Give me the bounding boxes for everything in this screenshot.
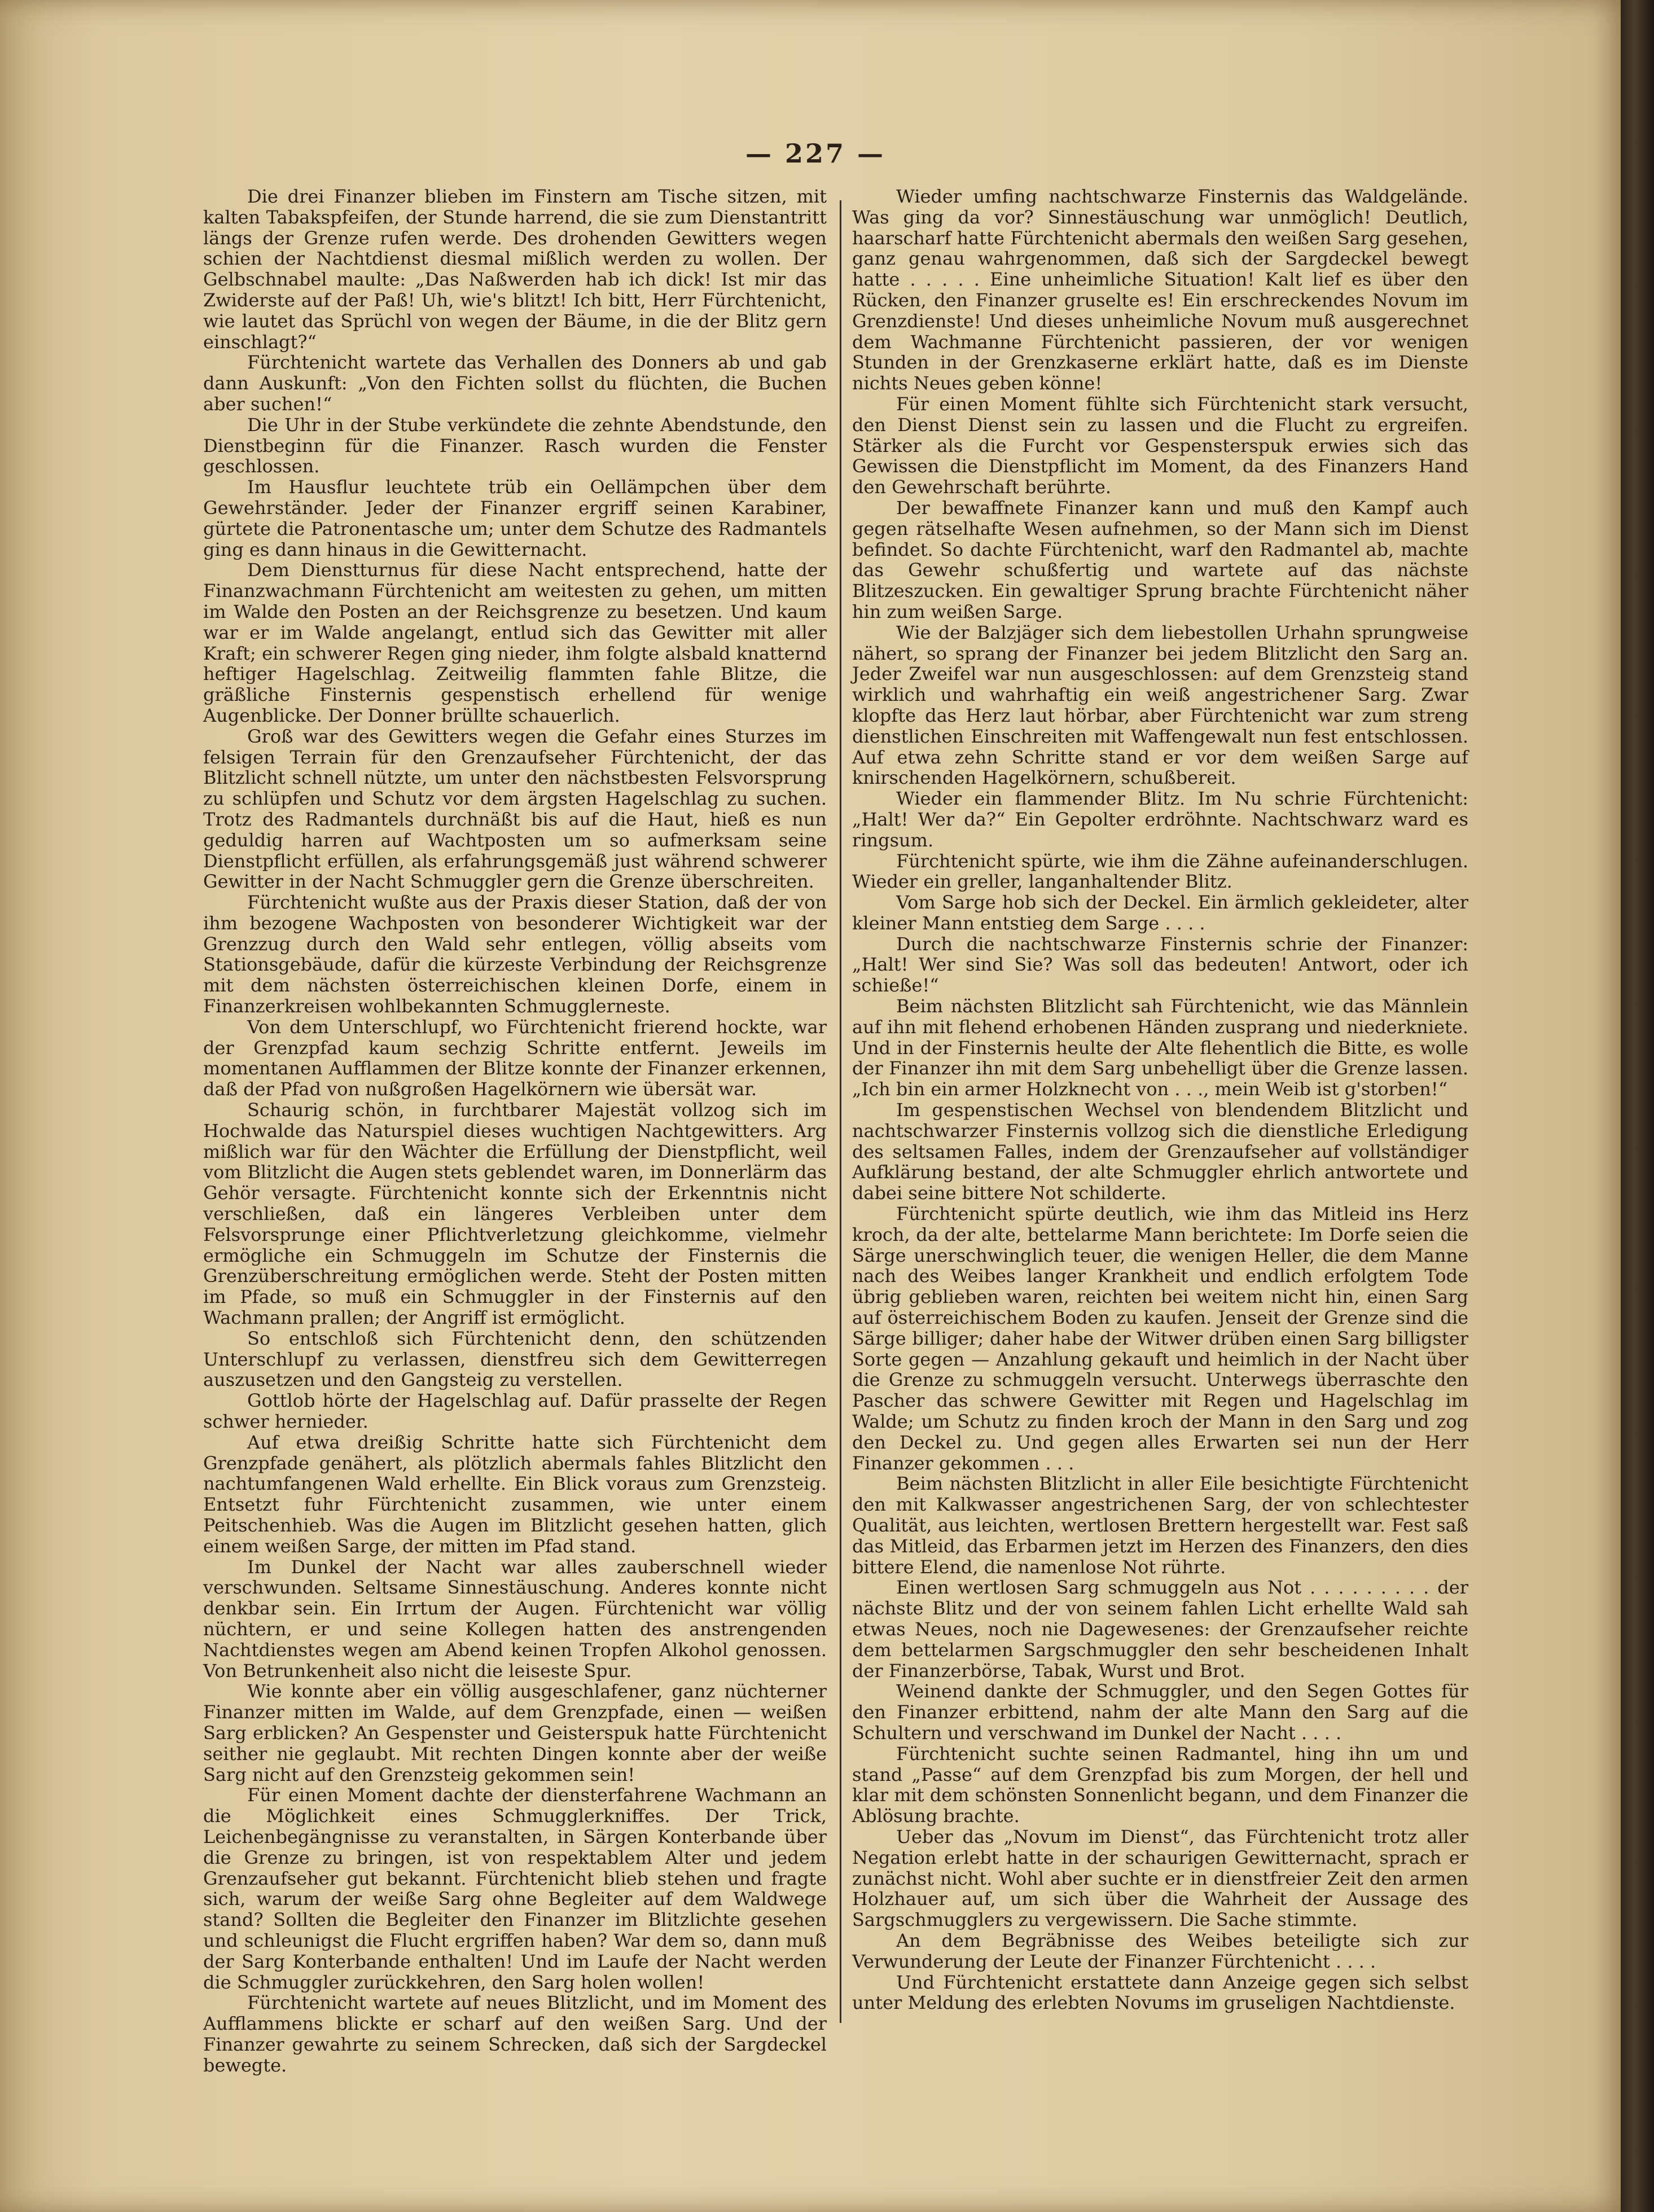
paragraph: Für einen Moment fühlte sich Fürchtenicht stark versucht, den Dienst Dienst sein zu lassen und die Flucht zu ergreifen. Stärker als die Furcht vor Gespensterspuk erwies sich das Gewissen die Dienstpflicht im Moment, da des Finanzers Hand den Gewehrschaft berührte. [852, 393, 1468, 498]
paragraph: An dem Begräbnisse des Weibes beteiligte sich zur Verwunderung der Leute der Finanzer Fürchtenicht . . . . [852, 1929, 1468, 1972]
paragraph: Beim nächsten Blitzlicht sah Fürchtenicht, wie das Männlein auf ihn mit flehend erhobenen Händen zusprang und niederkniete. Und in der Finsternis heulte der Alte flehentlich die Bitte, es wolle der Finanzer ihn mit dem Sarg unbehelligt über die Grenze lassen. „Ich bin ein armer Holzknecht von . . ., mein Weib ist g'storben!“ [852, 995, 1468, 1100]
paragraph: Im Dunkel der Nacht war alles zauberschnell wieder verschwunden. Seltsame Sinnestäuschung. Anderes konnte nicht denkbar sein. Ein Irrtum der Augen. Fürchtenicht war völlig nüchtern, er und seine Kollegen hatten des anstrengenden Nachtdienstes wegen am Abend keinen Tropfen Alkohol genossen. Von Betrunkenheit also nicht die leiseste Spur. [203, 1556, 827, 1682]
paragraph: Wieder ein flammender Blitz. Im Nu schrie Fürchtenicht: „Halt! Wer da?“ Ein Gepolter erdröhnte. Nachtschwarz ward es ringsum. [852, 788, 1468, 851]
paragraph: Beim nächsten Blitzlicht in aller Eile besichtigte Fürchtenicht den mit Kalkwasser angestrichenen Sarg, der von schlechtester Qualität, aus leichten, wertlosen Brettern hergestellt war. Fest saß das Mitleid, das Erbarmen jetzt im Herzen des Finanzers, den dies bittere Elend, die namenlose Not rührte. [852, 1473, 1468, 1578]
column-divider [840, 200, 841, 2023]
paragraph: Vom Sarge hob sich der Deckel. Ein ärmlich gekleideter, alter kleiner Mann entstieg dem Sarge . . . . [852, 892, 1468, 934]
paragraph: Durch die nachtschwarze Finsternis schrie der Finanzer: „Halt! Wer sind Sie? Was soll das bedeuten! Antwort, oder ich schieße!“ [852, 933, 1468, 997]
paragraph: Schaurig schön, in furchtbarer Majestät vollzog sich im Hochwalde das Naturspiel dieses wuchtigen Nachtgewitters. Arg mißlich war für den Wächter die Erfüllung der Dienstpflicht, weil vom Blitzlicht die Augen stets geblendet waren, im Donnerlärm das Gehör versagte. Fürchtenicht konnte sich der Erkenntnis nicht verschließen, daß ein längeres Verbleiben unter dem Felsvorsprunge einer Pflichtverletzung gleichkomme, vielmehr ermögliche ein Schmuggeln im Schutze der Finsternis die Grenzüberschreitung ermöglichen werde. Steht der Posten mitten im Pfade, so muß ein Schmuggler in der Finsternis auf den Wachmann prallen; der Angriff ist ermöglicht. [203, 1099, 827, 1329]
right-column [852, 186, 1468, 2048]
paragraph: Einen wertlosen Sarg schmuggeln aus Not . . . . . . . . . der nächste Blitz und der von seinem fahlen Licht erhellte Wald sah etwas Neues, noch nie Dagewesenes: der Grenzaufseher reichte dem bettelarmen Sargschmuggler den sehr bescheidenen Inhalt der Finanzerbörse, Tabak, Wurst und Brot. [852, 1577, 1468, 1682]
paragraph: Wieder umfing nachtschwarze Finsternis das Waldgelände. Was ging da vor? Sinnestäuschung war unmöglich! Deutlich, haarscharf hatte Fürchtenicht abermals den weißen Sarg gesehen, ganz genau wahrgenommen, daß sich der Sargdeckel bewegt hatte . . . . . Eine unheimliche Situation! Kalt lief es über den Rücken, den Finanzer gruselte es! Ein erschreckendes Novum im Grenzdienste! Und dieses unheimliche Novum muß ausgerechnet dem Wachmanne Fürchtenicht passieren, der vor wenigen Stunden in der Grenzkaserne erklärt hatte, daß es im Dienste nichts Neues geben könne! [852, 186, 1468, 394]
paragraph: Wie konnte aber ein völlig ausgeschlafener, ganz nüchterner Finanzer mitten im Walde, auf dem Grenzpfade, einen — weißen Sarg erblicken? An Gespenster und Geisterspuk hatte Fürchtenicht seither nie geglaubt. Mit rechten Dingen konnte aber der weiße Sarg nicht auf den Grenzsteig gekommen sein! [203, 1680, 827, 1785]
paragraph: Und Fürchtenicht erstattete dann Anzeige gegen sich selbst unter Meldung des erlebten Novums im gruseligen Nachtdienste. [852, 1971, 1468, 2014]
paragraph: Gottlob hörte der Hagelschlag auf. Dafür prasselte der Regen schwer hernieder. [203, 1390, 827, 1433]
paragraph: Weinend dankte der Schmuggler, und den Segen Gottes für den Finanzer erbittend, nahm der alte Mann den Sarg auf die Schultern und verschwand im Dunkel der Nacht . . . . [852, 1680, 1468, 1744]
paragraph: Fürchtenicht spürte deutlich, wie ihm das Mitleid ins Herz kroch, da der alte, bettelarme Mann berichtete: Im Dorfe seien die Särge unerschwinglich teuer, die wenigen Heller, die dem Manne nach des Weibes langer Krankheit und endlich erfolgtem Tode übrig geblieben waren, reichten bei weitem nicht hin, einen Sarg auf österreichischem Boden zu kaufen. Jenseit der Grenze sind die Särge billiger; daher habe der Witwer drüben einen Sarg billigster Sorte gegen — Anzahlung gekauft und heimlich in der Nacht über die Grenze zu schmuggeln versucht. Unterwegs überraschte den Pascher das schwere Gewitter mit Regen und Hagelschlag im Walde; um Schutz zu finden kroch der Mann in den Sarg und zog den Deckel zu. Und gegen alles Erwarten sei nun der Herr Finanzer gekommen . . . [852, 1203, 1468, 1474]
paragraph: Dem Dienstturnus für diese Nacht entsprechend, hatte der Finanzwachmann Fürchtenicht am weitesten zu gehen, um mitten im Walde den Posten an der Reichsgrenze zu besetzen. Und kaum war er im Walde angelangt, entlud sich das Gewitter mit aller Kraft; ein schwerer Regen ging nieder, ihm folgte alsbald knatternd heftiger Hagelschlag. Zeitweilig flammten fahle Blitze, die gräßliche Finsternis gespenstisch erhellend für wenige Augenblicke. Der Donner brüllte schauerlich. [203, 559, 827, 726]
paragraph: Groß war des Gewitters wegen die Gefahr eines Sturzes im felsigen Terrain für den Grenzaufseher Fürchtenicht, der das Blitzlicht schnell nützte, um unter den nächstbesten Felsvorsprung zu schlüpfen und Schutz vor dem ärgsten Hagelschlag zu suchen. Trotz des Radmantels durchnäßt bis auf die Haut, hieß es nun geduldig harren auf Wachtposten um so aufmerksam seine Dienstpflicht erfüllen, als erfahrungsgemäß just während schwerer Gewitter in der Nacht Schmuggler gern die Grenze überschreiten. [203, 725, 827, 893]
paragraph: Fürchtenicht suchte seinen Radmantel, hing ihn um und stand „Passe“ auf dem Grenzpfad bis zum Morgen, der hell und klar mit dem schönsten Sonnenlicht begann, und dem Finanzer die Ablösung brachte. [852, 1743, 1468, 1827]
paragraph: Ueber das „Novum im Dienst“, das Fürchtenicht trotz aller Negation erlebt hatte in der schaurigen Gewitternacht, sprach er zunächst nicht. Wohl aber suchte er in dienstfreier Zeit den armen Holzhauer auf, um sich über die Wahrheit der Aussage des Sargschmugglers zu vergewissern. Die Sache stimmte. [852, 1825, 1468, 1931]
paragraph: Die Uhr in der Stube verkündete die zehnte Abendstunde, den Dienstbeginn für die Finanzer. Rasch wurden die Fenster geschlossen. [203, 414, 827, 477]
paragraph: Für einen Moment dachte der diensterfahrene Wachmann an die Möglichkeit eines Schmugglerkniffes. Der Trick, Leichenbegängnisse zu veranstalten, in Särgen Konterbande über die Grenze zu bringen, ist von respektablem Alter und jedem Grenzaufseher gut bekannt. Fürchtenicht blieb stehen und fragte sich, warum der weiße Sarg ohne Begleiter auf dem Waldwege stand? Sollten die Begleiter den Finanzer im Blitzlichte gesehen und schleunigst die Flucht ergriffen haben? War dem so, dann muß der Sarg Konterbande enthalten! Und im Laufe der Nacht werden die Schmuggler zurückkehren, den Sarg holen wollen! [203, 1784, 827, 1993]
paragraph: So entschloß sich Fürchtenicht denn, den schützenden Unterschlupf zu verlassen, dienstfreu sich dem Gewitterregen auszusetzen und den Gangsteig zu verstellen. [203, 1327, 827, 1391]
paragraph: Fürchtenicht spürte, wie ihm die Zähne aufeinanderschlugen. Wieder ein greller, langanhaltender Blitz. [852, 850, 1468, 893]
page-number: — 227 — [745, 138, 886, 169]
left-column [203, 186, 827, 2076]
paragraph: Von dem Unterschlupf, wo Fürchtenicht frierend hockte, war der Grenzpfad kaum sechzig Schritte entfernt. Jeweils im momentanen Aufflammen der Blitze konnte der Finanzer erkennen, daß der Pfad von nußgroßen Hagelkörnern wie übersät war. [203, 1016, 827, 1100]
paragraph: Auf etwa dreißig Schritte hatte sich Fürchtenicht dem Grenzpfade genähert, als plötzlich abermals fahles Blitzlicht den nachtumfangenen Wald erhellte. Ein Blick voraus zum Grenzsteig. Entsetzt fuhr Fürchtenicht zusammen, wie unter einem Peitschenhieb. Was die Augen im Blitzlicht gesehen hatten, glich einem weißen Sarge, der mitten im Pfad stand. [203, 1431, 827, 1557]
paragraph: Die drei Finanzer blieben im Finstern am Tische sitzen, mit kalten Tabakspfeifen, der Stunde harrend, die sie zum Dienstantritt längs der Grenze rufen werde. Des drohenden Gewitters wegen schien der Nachtdienst diesmal mißlich werden zu wollen. Der Gelbschnabel maulte: „Das Naßwerden hab ich dick! Ist mir das Zwiderste auf der Paß! Uh, wie's blitzt! Ich bitt, Herr Fürchtenicht, wie lautet das Sprüchl von wegen der Bäume, in die der Blitz gern einschlagt?“ [203, 186, 827, 353]
paragraph: Im Hausflur leuchtete trüb ein Oellämpchen über dem Gewehrständer. Jeder der Finanzer ergriff seinen Karabiner, gürtete die Patronentasche um; unter dem Schutze des Radmantels ging es dann hinaus in die Gewitternacht. [203, 476, 827, 560]
book-spine [1621, 0, 1654, 2212]
paragraph: Fürchtenicht wußte aus der Praxis dieser Station, daß der von ihm bezogene Wachposten von besonderer Wichtigkeit war der Grenzzug durch den Wald sehr entlegen, völlig abseits vom Stationsgebäude, dafür die kürzeste Verbindung der Reichsgrenze mit dem nächsten österreichischen kleinen Dorfe, einem in Finanzerkreisen wohlbekannten Schmugglerneste. [203, 892, 827, 1017]
paragraph: Fürchtenicht wartete auf neues Blitzlicht, und im Moment des Aufflammens blickte er scharf auf den weißen Sarg. Und der Finanzer gewahrte zu seinem Schrecken, daß sich der Sargdeckel bewegte. [203, 1992, 827, 2076]
paragraph: Der bewaffnete Finanzer kann und muß den Kampf auch gegen rätselhafte Wesen aufnehmen, so der Mann sich im Dienst befindet. So dachte Fürchtenicht, warf den Radmantel ab, machte das Gewehr schußfertig und wartete auf das nächste Blitzeszucken. Ein gewaltiger Sprung brachte Fürchtenicht näher hin zum weißen Sarge. [852, 497, 1468, 622]
paragraph: Wie der Balzjäger sich dem liebestollen Urhahn sprungweise nähert, so sprang der Finanzer bei jedem Blitzlicht den Sarg an. Jeder Zweifel war nun ausgeschlossen: auf dem Grenzsteig stand wirklich und wahrhaftig ein weiß angestrichener Sarg. Zwar klopfte das Herz laut hörbar, aber Fürchtenicht war zum streng dienstlichen Einschreiten mit Waffengewalt nun fest entschlossen. Auf etwa zehn Schritte stand er vor dem weißen Sarge auf knirschenden Hagelkörnern, schußbereit. [852, 621, 1468, 789]
paragraph: Im gespenstischen Wechsel von blendendem Blitzlicht und nachtschwarzer Finsternis vollzog sich die dienstliche Erledigung des seltsamen Falles, indem der Grenzaufseher auf vollständiger Aufklärung bestand, der alte Schmuggler ehrlich antwortete und dabei seine bittere Not schilderte. [852, 1099, 1468, 1204]
paragraph: Fürchtenicht wartete das Verhallen des Donners ab und gab dann Auskunft: „Von den Fichten sollst du flüchten, die Buchen aber suchen!“ [203, 352, 827, 415]
